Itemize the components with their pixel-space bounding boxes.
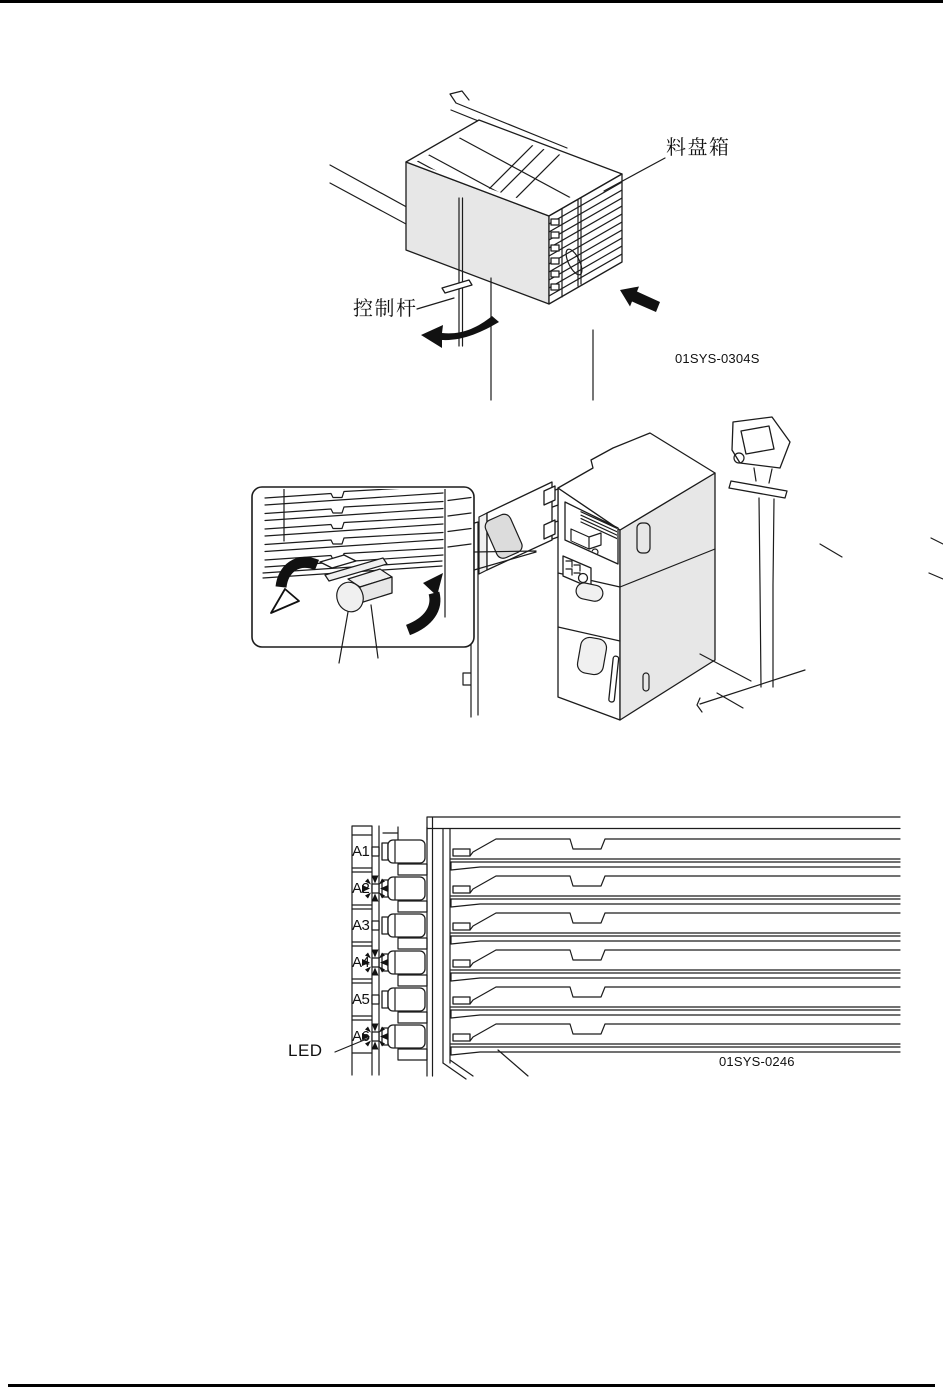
rotate-lever-arrow-icon (421, 316, 499, 348)
cabinet-frame (427, 817, 900, 1076)
led-label: LED (288, 1041, 323, 1060)
slot-label-a4: A4 (352, 954, 370, 971)
tray-rows (451, 839, 900, 1055)
top-rule (0, 0, 943, 3)
bottom-rule (8, 1384, 935, 1387)
slot-knobs (352, 835, 427, 1060)
slot-label-a2: A2 (352, 880, 370, 897)
slot-label-a6: A6 (352, 1028, 370, 1045)
label-control-lever: 控制杆 (353, 298, 418, 320)
floor-lines (697, 538, 943, 712)
open-door (479, 482, 555, 574)
console-column (759, 498, 774, 687)
slot-label-a3: A3 (352, 917, 370, 934)
latch-knob (579, 574, 588, 583)
figure1-caption: 01SYS-0304S (675, 351, 760, 366)
figure3-caption: 01SYS-0246 (719, 1054, 795, 1069)
figure-machine-illustration (245, 405, 943, 740)
inset-callout (252, 471, 474, 663)
control-lever-drawing (442, 280, 472, 293)
tray-box-drawing (406, 112, 660, 304)
insert-direction-arrow-icon (620, 287, 660, 313)
label-tray-box: 料盘箱 (666, 137, 731, 159)
control-console (729, 417, 790, 687)
machine-drawing (547, 433, 715, 720)
slot-label-a1: A1 (352, 843, 370, 860)
console-screen (741, 426, 774, 454)
slot-label-a5: A5 (352, 991, 370, 1008)
